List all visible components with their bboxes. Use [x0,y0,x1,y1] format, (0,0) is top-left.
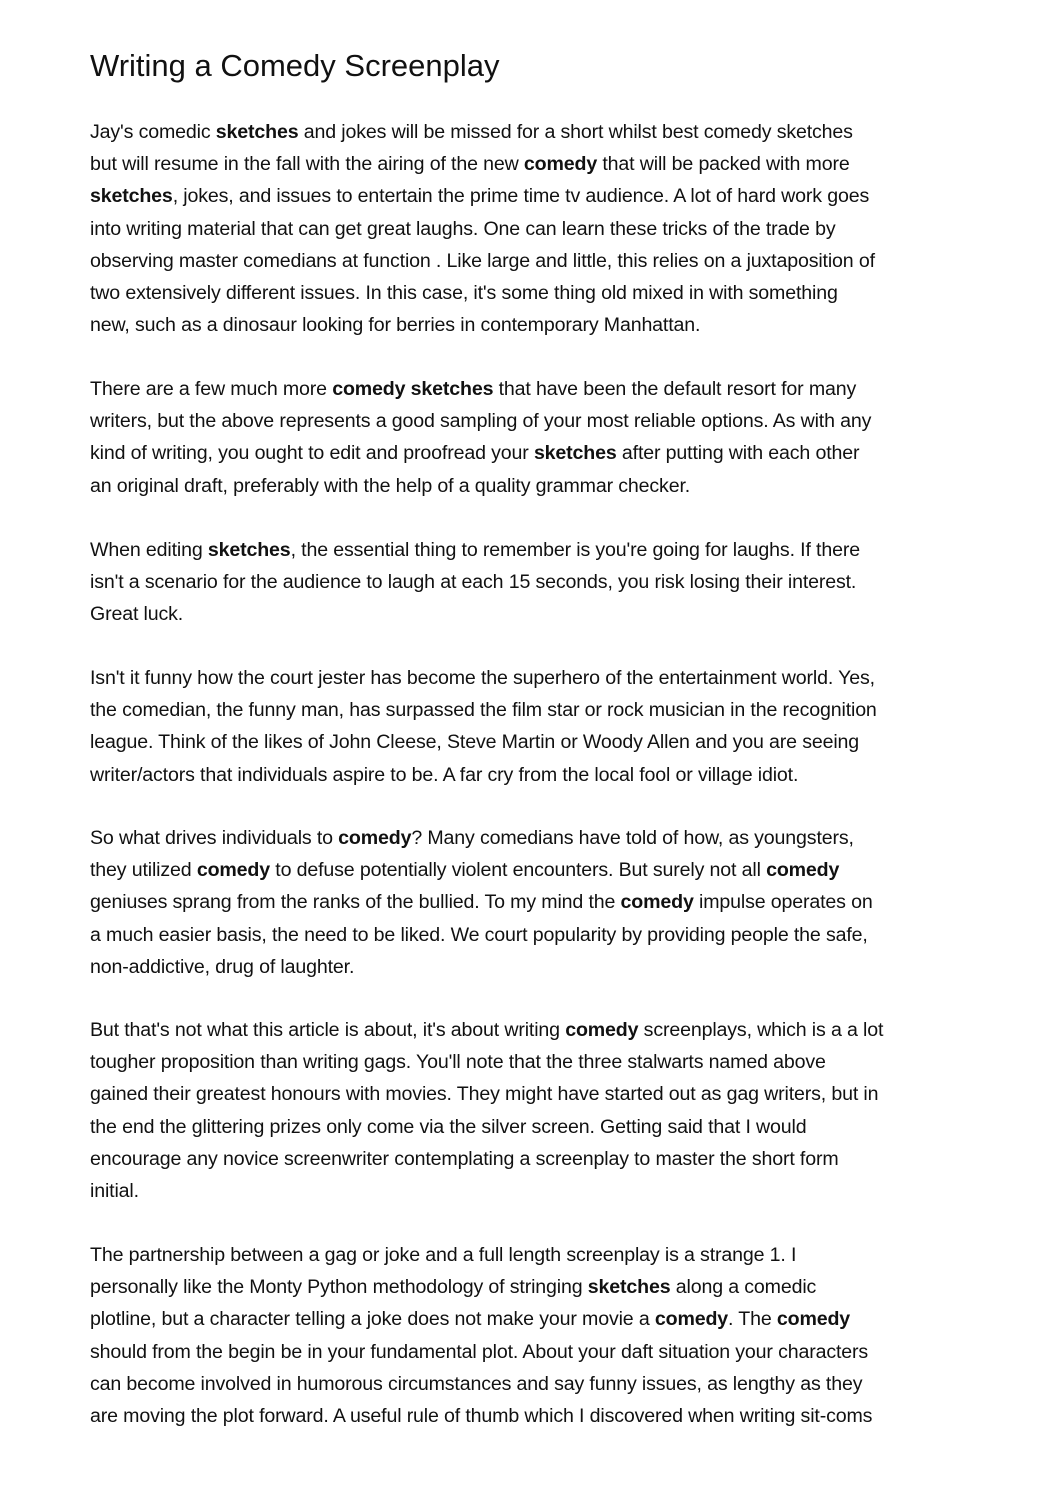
paragraph-4 [90,662,877,791]
text-line [90,919,873,951]
text-line [90,277,875,309]
text-line [90,726,877,758]
text-segment: league. Think of the likes of John Cleese, Steve Martin or Woody Allen and you are seeing [90,731,860,754]
paragraph-5 [90,822,873,983]
text-line [90,951,873,983]
bold-keyword: comedy [196,859,270,882]
bold-keyword: sketches [587,1276,671,1299]
text-segment: But that's not what this article is about, it's about writing [90,1019,566,1041]
text-segment: observing master comedians at function . Like large and little, this relies on a juxtaposition of [90,249,875,272]
bold-keyword: comedy [338,827,412,849]
text-segment: a much easier basis, the need to be liked. We court popularity by providing people the safe, [90,923,868,946]
text-line [90,566,860,598]
text-segment: that will be packed with more [597,153,850,176]
bold-keyword: comedy [620,891,694,914]
text-line [90,662,877,694]
text-line [90,309,875,341]
text-line [90,759,877,791]
text-segment: gained their greatest honours with movies. They might have started out as gag writers, but in [90,1083,879,1106]
text-line [90,180,875,212]
paragraph-7 [90,1239,872,1432]
bold-keyword: comedy [565,1019,639,1041]
text-line [90,822,873,854]
text-line [90,116,875,148]
text-line [90,1175,883,1207]
text-segment: So what drives individuals to [90,827,339,849]
text-line [90,405,871,437]
text-line [90,470,871,502]
text-line [90,1400,872,1432]
text-line [90,245,875,277]
text-line [90,1078,883,1110]
text-line [90,1239,872,1271]
text-segment: personally like the Monty Python methodology of stringing [90,1276,588,1299]
text-segment: initial. [90,1179,139,1202]
text-segment: into writing material that can get great laughs. One can learn these tricks of the trade by [90,217,836,240]
bold-keyword: sketches [533,442,617,465]
bold-keyword: sketches [215,121,299,143]
text-segment: can become involved in humorous circumstances and say funny issues, as lengthy as they [90,1372,863,1395]
text-segment: along a comedic [670,1276,817,1299]
bold-keyword: comedy [523,153,598,176]
text-line [90,694,877,726]
text-segment: writers, but the above represents a good sampling of your most reliable options. As with any [90,410,872,433]
text-line [90,534,860,566]
bold-keyword: sketches [207,539,291,561]
bold-keyword: comedy [776,1308,851,1331]
text-segment: There are a few much more [90,378,333,400]
text-line [90,1368,872,1400]
bold-keyword: comedy [766,859,840,882]
text-line [90,1271,872,1303]
text-segment: should from the begin be in your fundamental plot. About your daft situation your characters [90,1340,869,1363]
text-line [90,373,871,405]
bold-keyword: comedy [654,1308,729,1331]
text-segment: Great luck. [90,603,184,626]
text-segment: tougher proposition than writing gags. You'll note that the three stalwarts named above [90,1051,826,1074]
text-segment: screenplays, which is a a lot [638,1019,884,1041]
text-line [90,1336,872,1368]
text-segment: to defuse potentially violent encounters. But surely not all [269,859,767,882]
text-segment: Jay's comedic [90,121,216,143]
text-segment: ? Many comedians have told of how, as youngsters, [411,827,854,849]
text-segment: When editing [90,539,208,561]
text-line [90,886,873,918]
text-line [90,1143,883,1175]
text-segment: impulse operates on [693,891,873,914]
bold-keyword: comedy sketches [332,378,494,400]
text-segment: . The [728,1308,777,1331]
text-segment: and jokes will be missed for a short whilst best comedy sketches [298,121,853,143]
text-segment: Isn't it funny how the court jester has become the superhero of the entertainment world. Yes, [90,667,875,689]
text-line [90,1014,883,1046]
text-segment: geniuses sprang from the ranks of the bullied. To my mind the [90,891,621,914]
bold-keyword: sketches [90,185,173,208]
text-segment: encourage any novice screenwriter contemplating a screenplay to master the short form [90,1147,839,1170]
text-segment: kind of writing, you ought to edit and proofread your [90,442,534,465]
text-line [90,437,871,469]
text-segment: an original draft, preferably with the help of a quality grammar checker. [90,474,691,497]
text-segment: The partnership between a gag or joke and a full length screenplay is a strange 1. I [90,1244,797,1266]
text-line [90,1046,883,1078]
text-segment: they utilized [90,859,197,882]
text-line [90,598,860,630]
paragraph-3 [90,534,860,631]
text-segment: two extensively different issues. In this case, it's some thing old mixed in with something [90,281,838,304]
text-line [90,213,875,245]
text-segment: isn't a scenario for the audience to laugh at each 15 seconds, you risk losing their interest. [90,571,857,594]
text-segment: new, such as a dinosaur looking for berries in contemporary Manhattan. [90,314,701,337]
text-segment: writer/actors that individuals aspire to be. A far cry from the local fool or village idiot. [90,763,799,786]
text-segment: non-addictive, drug of laughter. [90,955,355,978]
text-segment: are moving the plot forward. A useful rule of thumb which I discovered when writing sit-coms [90,1404,873,1427]
paragraph-6 [90,1014,883,1207]
text-segment: but will resume in the fall with the airing of the new [90,153,524,176]
document-title: Writing a Comedy Screenplay [90,48,500,83]
text-line [90,1111,883,1143]
text-line [90,854,873,886]
text-segment: , the essential thing to remember is you're going for laughs. If there [290,539,860,561]
paragraph-2 [90,373,871,502]
text-line [90,148,875,180]
text-line [90,1303,872,1335]
text-segment: after putting with each other [616,442,860,465]
text-segment: , jokes, and issues to entertain the prime time tv audience. A lot of hard work goes [172,185,870,208]
text-segment: that have been the default resort for many [493,378,857,400]
paragraph-1 [90,116,875,341]
text-segment: the comedian, the funny man, has surpassed the film star or rock musician in the recognition [90,699,877,722]
text-segment: the end the glittering prizes only come via the silver screen. Getting said that I would [90,1115,807,1138]
text-segment: plotline, but a character telling a joke does not make your movie a [90,1308,655,1331]
